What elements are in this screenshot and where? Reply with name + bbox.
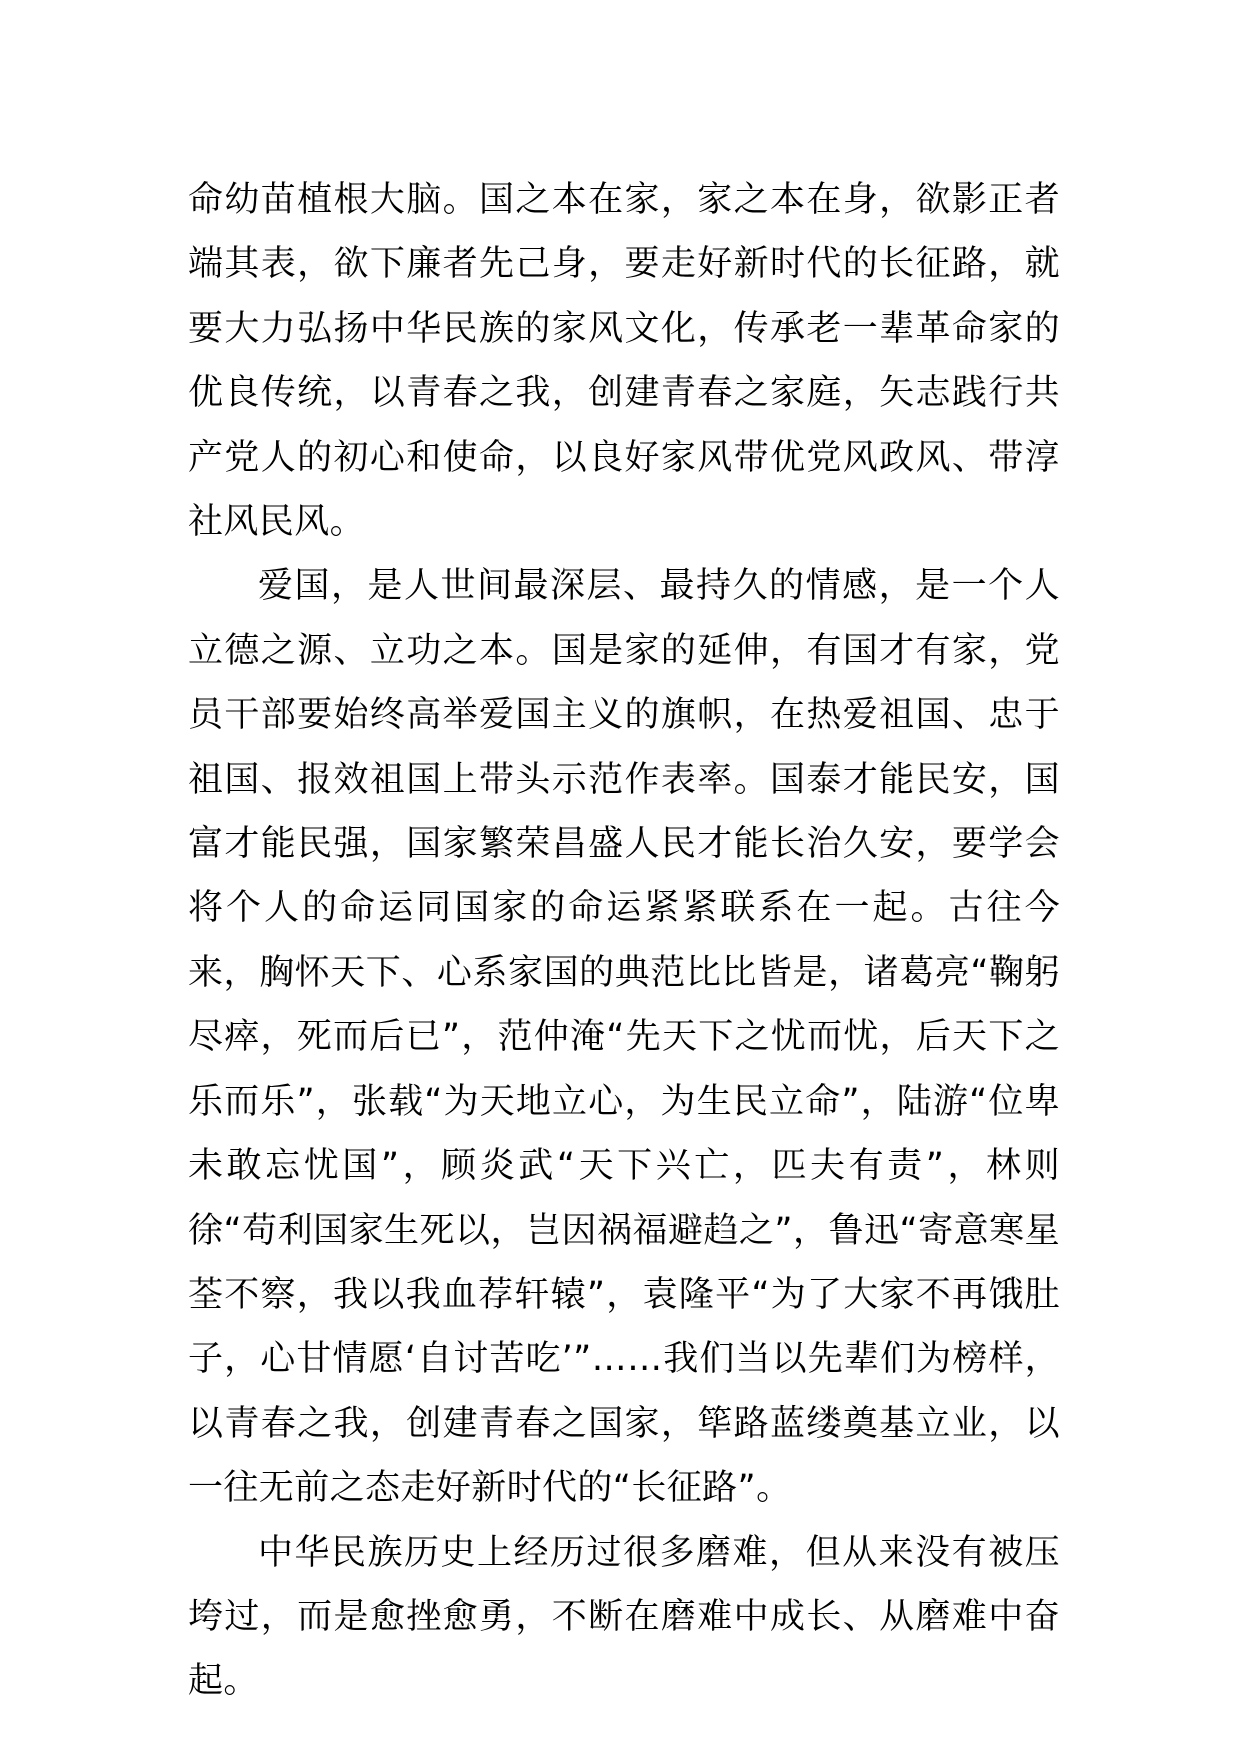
paragraph-patriotism: 爱国，是人世间最深层、最持久的情感，是一个人立德之源、立功之本。国是家的延伸，有国才有家，党员干部要始终高举爱国主义的旗帜，在热爱祖国、忠于祖国、报效祖国上带头示范作表率。国泰才能民安，国富才能民强，国家繁荣昌盛人民才能长治久安，要学会将个人的命运同国家的命运紧紧联系在一起。古往今来，胸怀天下、心系家国的典范比比皆是，诸葛亮“鞠躬尽瘁，死而后已”，范仲淹“先天下之忧而忧，后天下之乐而乐”，张载“为天地立心，为生民立命”，陆游“位卑未敢忘忧国”，顾炎武“天下兴亡，匹夫有责”，林则徐“苟利国家生死以，岂因祸福避趋之”，鲁迅“寄意寒星荃不察，我以我血荐轩辕”，袁隆平“为了大家不再饿肚子，心甘情愿‘自讨苦吃’”……我们当以先辈们为榜样，以青春之我，创建青春之国家，筚路蓝缕奠基立业，以一往无前之态走好新时代的“长征路”。 [188, 566, 1060, 1509]
paragraph-hardships: 中华民族历史上经历过很多磨难，但从来没有被压垮过，而是愈挫愈勇，不断在磨难中成长、从磨难中奋起。 [188, 1532, 1060, 1702]
paragraph-continuation: 命幼苗植根大脑。国之本在家，家之本在身，欲影正者端其表，欲下廉者先己身，要走好新时代的长征路，就要大力弘扬中华民族的家风文化，传承老一辈革命家的优良传统，以青春之我，创建青春之家庭，矢志践行共产党人的初心和使命，以良好家风带优党风政风、带淳社风民风。 [188, 180, 1060, 543]
body-text [188, 168, 1060, 1714]
